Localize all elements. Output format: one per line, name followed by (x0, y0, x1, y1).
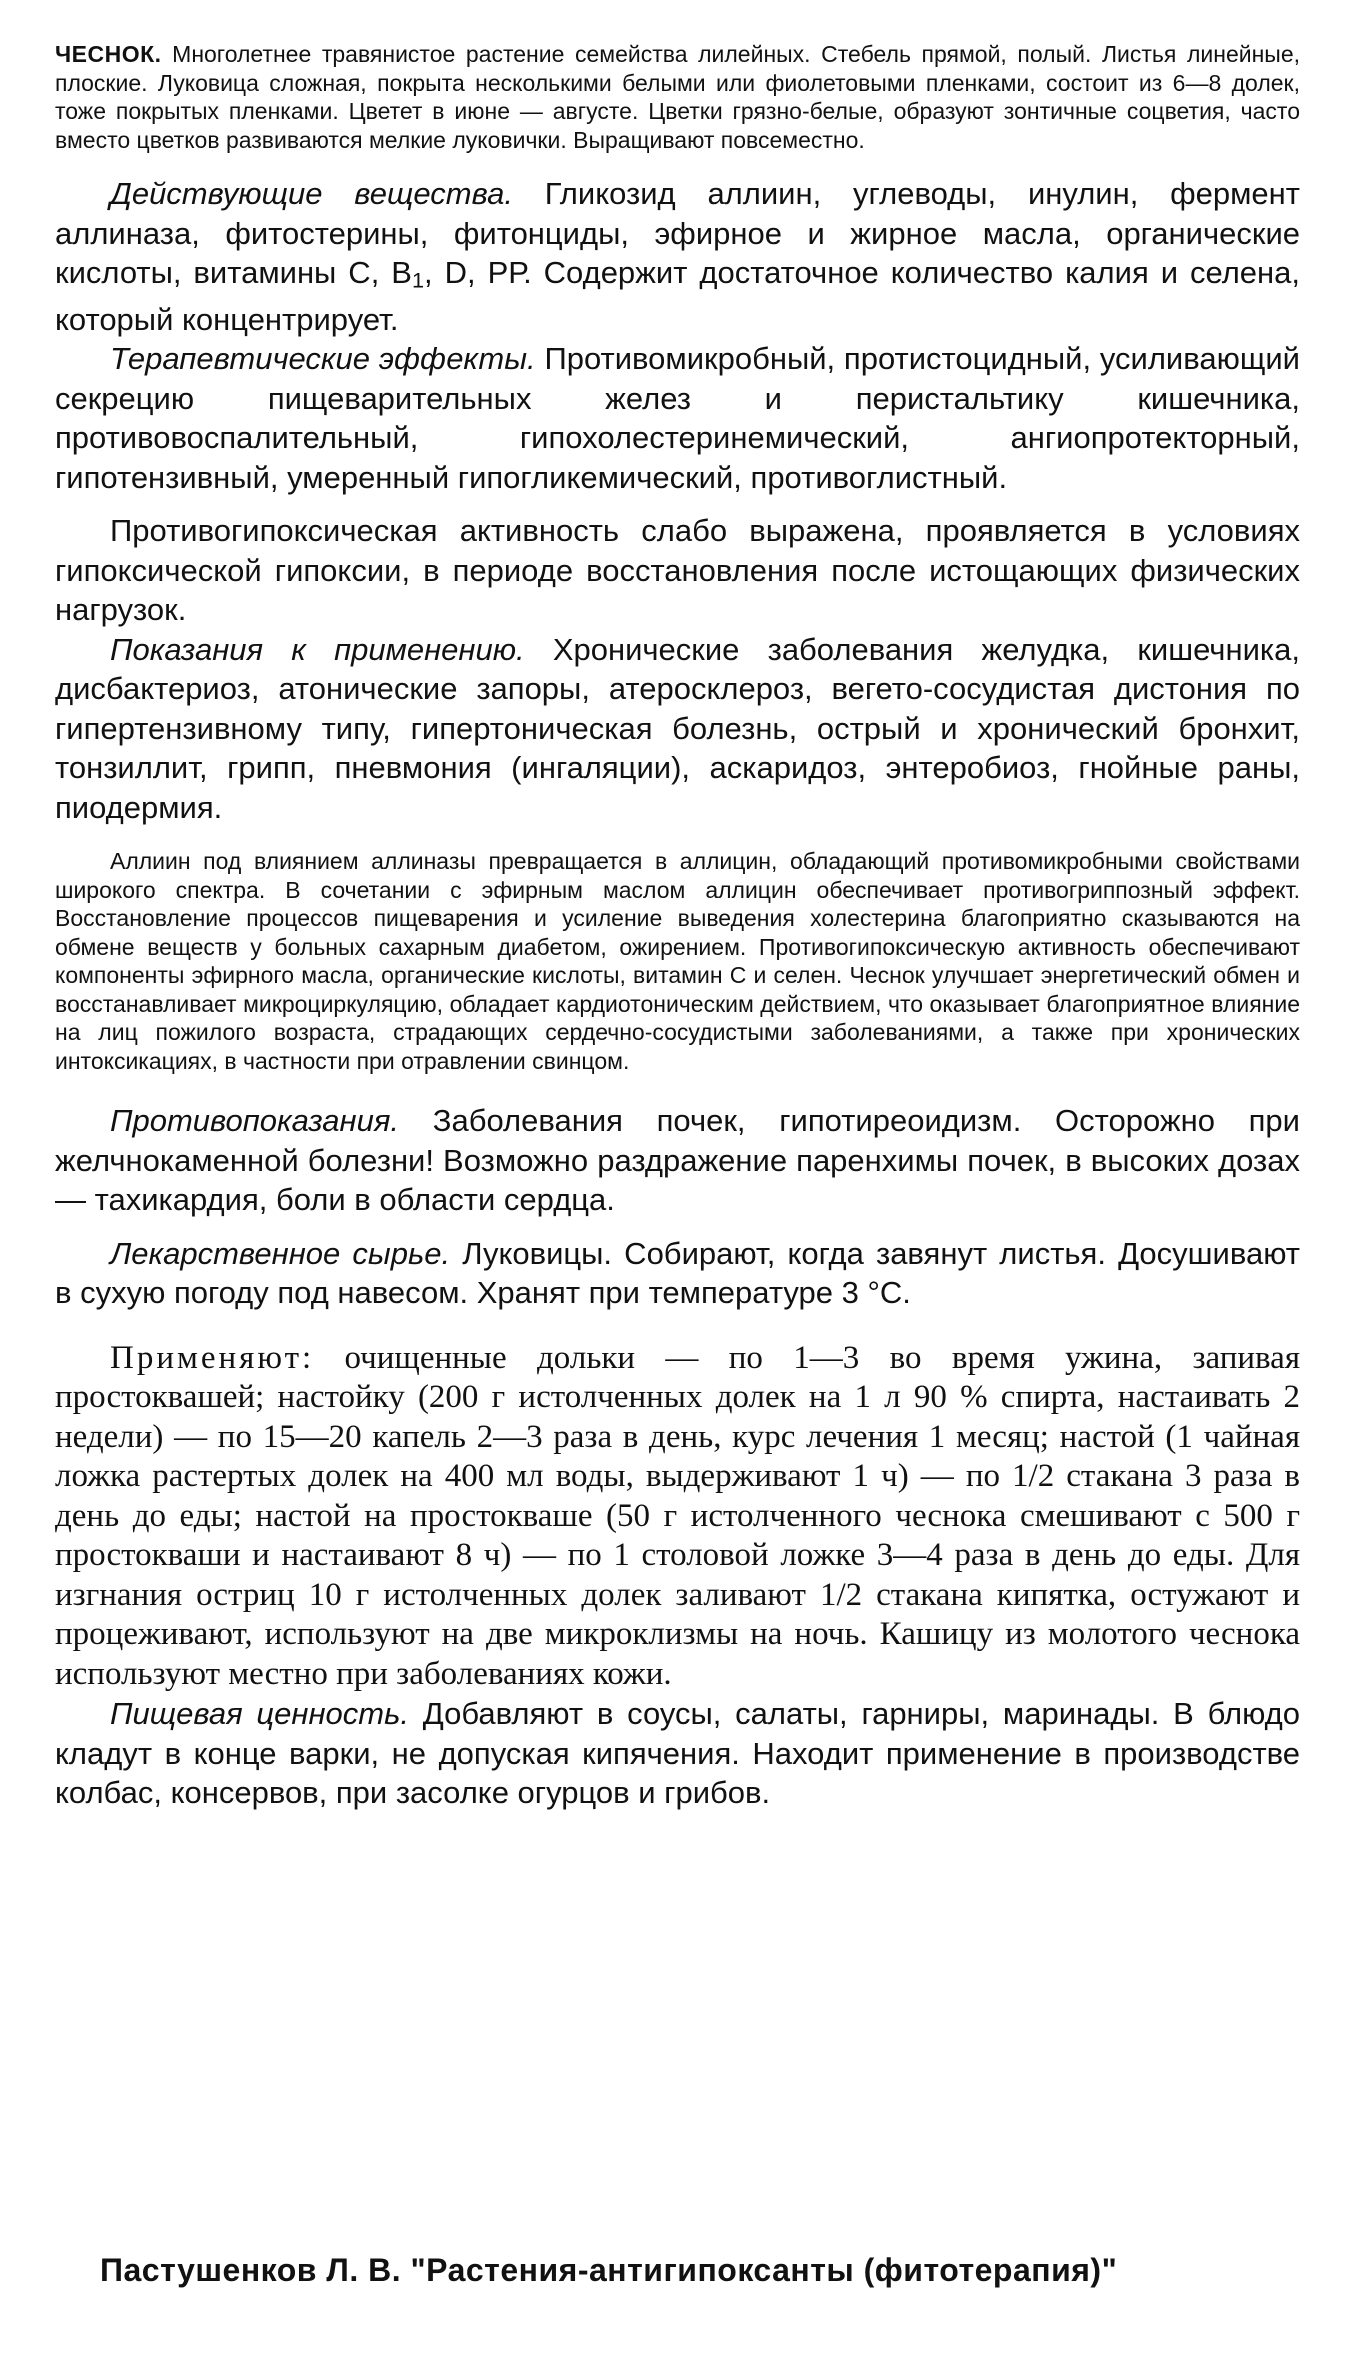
contraindications-text: Заболевания почек, гипотиреоидизм. Осторожно при желчнокаменной болезни! Возможно раздражение паренхимы почек, в высоких дозах — тахикардия, боли в области сердца. (55, 1103, 1300, 1218)
effects-paragraph (55, 339, 1300, 497)
active-substances-heading: Действующие вещества. (110, 176, 513, 211)
document-page (55, 40, 1300, 1813)
intro-paragraph (55, 40, 1300, 154)
active-substances-text-b: , D, РР. Содержит достаточное количество калия и селена, который концентрирует. (55, 255, 1301, 337)
raw-material-paragraph (55, 1234, 1300, 1313)
antihypoxic-text: Противогипоксическая активность слабо выражена, проявляется в условиях гипоксической гипоксии, в периоде восстановления после истощающих физических нагрузок. (55, 513, 1300, 628)
entry-term: ЧЕСНОК. (55, 41, 162, 67)
usage-paragraph (55, 1339, 1300, 1695)
contraindications-heading: Противопоказания. (110, 1103, 400, 1139)
note-text: Аллиин под влиянием аллиназы превращается в аллицин, обладающий противомикробными свойствами широкого спектра. В сочетании с эфирным маслом аллицин обеспечивает противогриппозный эффект. Восстановление процессов пищеварения и усиление выведения холестерина благоприятно сказываются на обмене веществ у больных сахарным диабетом, ожирением. Противогипоксическую активность обеспечивают компоненты эфирного масла, органические кислоты, витамин С и селен. Чеснок улучшает энергетический обмен и восстанавливает микроциркуляцию, обладает кардиотоническим действием, что оказывает благоприятное влияние на лиц пожилого возраста, страдающих сердечно-сосудистыми заболеваниями, а также при хронических интоксикациях, в частности при отравлении свинцом. (55, 848, 1300, 1074)
usage-lead: Применяют: (110, 1339, 315, 1376)
food-value-text: Добавляют в соусы, салаты, гарниры, маринады. В блюдо кладут в конце варки, не допуская кипячения. Находит применение в производстве колбас, консервов, при засолке огурцов и грибов. (55, 1696, 1300, 1811)
indications-paragraph (55, 630, 1300, 828)
food-value-heading: Пищевая ценность. (110, 1696, 409, 1732)
vitamin-subscript: 1 (411, 267, 425, 293)
contraindications-paragraph (55, 1101, 1300, 1220)
active-substances-text-a: Гликозид аллиин, углеводы, инулин, фермент аллиназа, фитостерины, фитонциды, эфирное и жирное масла, органические кислоты, витамины С, В (55, 176, 1300, 290)
indications-text: Хронические заболевания желудка, кишечника, дисбактериоз, атонические запоры, атеросклероз, вегето-сосудистая дистония по гипертензивному типу, гипертоническая болезнь, острый и хронический бронхит, тонзиллит, грипп, пневмония (ингаляции), аскаридоз, энтеробиоз, гнойные раны, пиодермия. (55, 631, 1300, 825)
intro-text: Многолетнее травянистое растение семейства лилейных. Стебель прямой, полый. Листья линейные, плоские. Луковица сложная, покрыта несколькими белыми или фиолетовыми пленками, состоит из 6—8 долек, тоже покрытых пленками. Цветет в июне — августе. Цветки грязно-белые, образуют зонтичные соцветия, часто вместо цветков развиваются мелкие луковички. Выращивают повсеместно. (55, 41, 1300, 153)
raw-material-text: Луковицы. Собирают, когда завянут листья. Досушивают в сухую погоду под навесом. Хранят при температуре 3 °С. (55, 1235, 1300, 1311)
indications-heading: Показания к применению. (110, 631, 525, 667)
antihypoxic-paragraph (55, 511, 1300, 630)
food-value-paragraph (55, 1694, 1300, 1813)
usage-text: очищенные дольки — по 1—3 во время ужина, запивая простоквашей; настойку (200 г истолченных долек на 1 л 90 % спирта, настаивать 2 недели) — по 15—20 капель 2—3 раза в день, курс лечения 1 месяц; настой (1 чайная ложка растертых долек на 400 мл воды, выдерживают 1 ч) — по 1/2 стакана 3 раза в день до еды; настой на простокваше (50 г истолченного чеснока смешивают с 500 г простокваши и настаивают 8 ч) — по 1 столовой ложке 3—4 раза в день до еды. Для изгнания остриц 10 г истолченных долек заливают 1/2 стакана кипятка, остужают и процеживают, используют на две микроклизмы на ночь. Кашицу из молотого чеснока используют местно при заболеваниях кожи. (55, 1339, 1300, 1692)
effects-heading: Терапевтические эффекты. (110, 341, 536, 377)
effects-text: Противомикробный, протистоцидный, усиливающий секрецию пищеварительных желез и перистальтику кишечника, противовоспалительный, гипохолестеринемический, ангиопротекторный, гипотензивный, умеренный гипогликемический, противоглистный. (55, 341, 1300, 495)
raw-material-heading: Лекарственное сырье. (110, 1235, 451, 1271)
source-citation: Пастушенков Л. В. "Растения-антигипоксанты (фитотерапия)" (100, 2252, 1118, 2288)
note-paragraph (55, 847, 1300, 1075)
active-substances-paragraph (55, 174, 1300, 339)
